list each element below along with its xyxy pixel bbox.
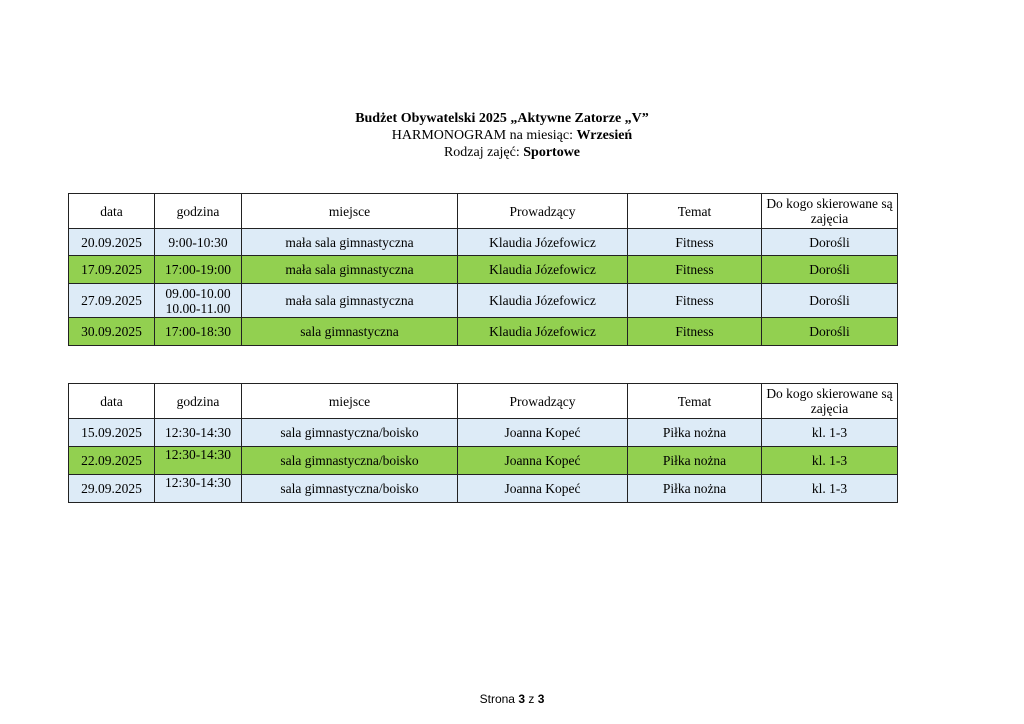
cell-audience: Dorośli bbox=[762, 229, 898, 256]
cell-place: mała sala gimnastyczna bbox=[242, 256, 458, 284]
table-row bbox=[69, 229, 898, 256]
cell-place: mała sala gimnastyczna bbox=[242, 284, 458, 318]
cell-topic: Fitness bbox=[628, 256, 762, 284]
cell-leader: Joanna Kopeć bbox=[458, 475, 628, 503]
column-header-place: miejsce bbox=[242, 384, 458, 419]
cell-leader: Klaudia Józefowicz bbox=[458, 256, 628, 284]
cell-audience: kl. 1-3 bbox=[762, 475, 898, 503]
cell-place: sala gimnastyczna/boisko bbox=[242, 475, 458, 503]
activity-type-prefix: Rodzaj zajęć: bbox=[443, 145, 524, 160]
table-row bbox=[69, 419, 898, 447]
cell-date: 20.09.2025 bbox=[69, 229, 155, 256]
column-header-place: miejsce bbox=[242, 194, 458, 229]
table-row bbox=[69, 475, 898, 503]
cell-time: 12:30-14:30 bbox=[155, 447, 242, 475]
cell-date: 15.09.2025 bbox=[69, 419, 155, 447]
table-header-row bbox=[69, 194, 898, 229]
cell-place: mała sala gimnastyczna bbox=[242, 229, 458, 256]
cell-leader: Klaudia Józefowicz bbox=[458, 229, 628, 256]
page-number-separator: z bbox=[525, 692, 538, 706]
column-header-date: data bbox=[69, 194, 155, 229]
page-number-total: 3 bbox=[537, 692, 545, 706]
cell-time-first: 09.00-10.00 bbox=[165, 285, 231, 301]
cell-time: 17:00-18:30 bbox=[155, 318, 242, 346]
cell-leader: Klaudia Józefowicz bbox=[458, 318, 628, 346]
cell-time: 12:30-14:30 bbox=[155, 419, 242, 447]
cell-leader: Joanna Kopeć bbox=[458, 419, 628, 447]
page-number-current: 3 bbox=[518, 692, 526, 706]
cell-time: 9:00-10:30 bbox=[155, 229, 242, 256]
cell-leader: Klaudia Józefowicz bbox=[458, 284, 628, 318]
document-header bbox=[0, 110, 1024, 161]
cell-topic: Piłka nożna bbox=[628, 475, 762, 503]
column-header-leader: Prowadzący bbox=[458, 194, 628, 229]
cell-audience: Dorośli bbox=[762, 256, 898, 284]
page-number bbox=[0, 692, 1024, 706]
cell-time: 17:00-19:00 bbox=[155, 256, 242, 284]
cell-time: 12:30-14:30 bbox=[155, 475, 242, 503]
cell-date: 27.09.2025 bbox=[69, 284, 155, 318]
cell-topic: Fitness bbox=[628, 229, 762, 256]
column-header-leader: Prowadzący bbox=[458, 384, 628, 419]
schedule-month-line bbox=[0, 127, 1024, 144]
column-header-time: godzina bbox=[155, 384, 242, 419]
cell-topic: Fitness bbox=[628, 284, 762, 318]
cell-topic: Piłka nożna bbox=[628, 419, 762, 447]
schedule-month-prefix: HARMONOGRAM na miesiąc: bbox=[391, 128, 577, 143]
activity-type: Sportowe bbox=[523, 145, 581, 160]
cell-time bbox=[155, 284, 242, 318]
cell-topic: Piłka nożna bbox=[628, 447, 762, 475]
activity-type-line bbox=[0, 144, 1024, 161]
cell-date: 30.09.2025 bbox=[69, 318, 155, 346]
column-header-topic: Temat bbox=[628, 194, 762, 229]
cell-date: 29.09.2025 bbox=[69, 475, 155, 503]
column-header-date: data bbox=[69, 384, 155, 419]
cell-audience: Dorośli bbox=[762, 318, 898, 346]
page-number-prefix: Strona bbox=[479, 692, 519, 706]
cell-date: 22.09.2025 bbox=[69, 447, 155, 475]
cell-place: sala gimnastyczna/boisko bbox=[242, 447, 458, 475]
cell-place: sala gimnastyczna bbox=[242, 318, 458, 346]
cell-topic: Fitness bbox=[628, 318, 762, 346]
table-row bbox=[69, 256, 898, 284]
table-row bbox=[69, 447, 898, 475]
table-header-row bbox=[69, 384, 898, 419]
cell-leader: Joanna Kopeć bbox=[458, 447, 628, 475]
column-header-topic: Temat bbox=[628, 384, 762, 419]
schedule-table-football bbox=[68, 383, 898, 503]
document-title: Budżet Obywatelski 2025 „Aktywne Zatorze „V” bbox=[355, 111, 649, 126]
column-header-audience: Do kogo skierowane są zajęcia bbox=[762, 194, 898, 229]
cell-audience: kl. 1-3 bbox=[762, 419, 898, 447]
table-row bbox=[69, 284, 898, 318]
schedule-table-fitness bbox=[68, 193, 898, 346]
cell-audience: kl. 1-3 bbox=[762, 447, 898, 475]
cell-date: 17.09.2025 bbox=[69, 256, 155, 284]
cell-place: sala gimnastyczna/boisko bbox=[242, 419, 458, 447]
column-header-time: godzina bbox=[155, 194, 242, 229]
table-row bbox=[69, 318, 898, 346]
column-header-audience: Do kogo skierowane są zajęcia bbox=[762, 384, 898, 419]
cell-time-second: 10.00-11.00 bbox=[165, 300, 231, 316]
schedule-month: Wrzesień bbox=[576, 128, 633, 143]
cell-audience: Dorośli bbox=[762, 284, 898, 318]
